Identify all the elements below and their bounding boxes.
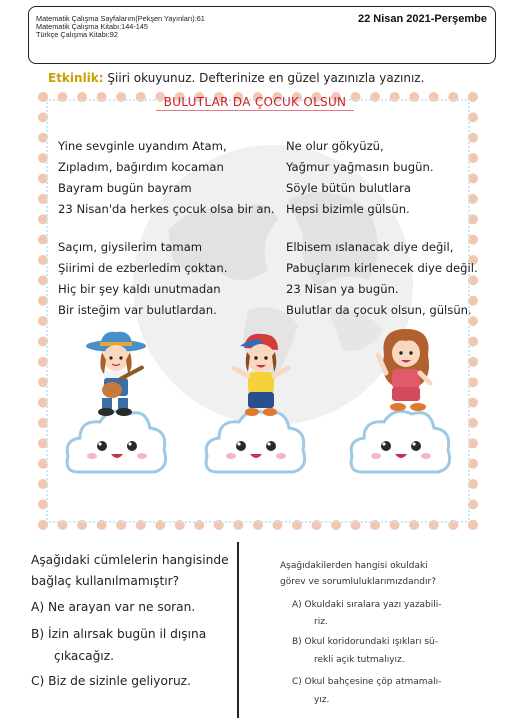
right-option-b[interactable]: B) Okul koridorundaki ışıkları sü- (292, 637, 438, 647)
poem-line: Pabuçlarım kirlenecek diye değil. (286, 261, 478, 275)
poem-line: Bulutlar da çocuk olsun, gülsün. (286, 303, 472, 317)
poem-line: Bir isteğim var bulutlardan. (58, 303, 217, 317)
poem-line: Saçım, giysilerim tamam (58, 240, 203, 254)
poem-stanza-3 (58, 237, 227, 321)
poem-stanza-2 (286, 136, 434, 220)
poem-line: Hiç bir şey kaldı unutmadan (58, 282, 221, 296)
right-option-c[interactable]: C) Okul bahçesine çöp atmamalı- (292, 677, 442, 687)
girl-clapping-image (370, 325, 442, 417)
poem-line: Ne olur gökyüzü, (286, 139, 384, 153)
header-date: 22 Nisan 2021-Perşembe (357, 13, 487, 25)
poem-line: Bayram bugün bayram (58, 181, 192, 195)
header-box (28, 6, 496, 64)
right-option-a[interactable]: A) Okuldaki sıralara yazı yazabili- (292, 600, 442, 610)
poem-line: Elbisem ıslanacak diye değil, (286, 240, 454, 254)
right-question-prompt-line-1: Aşağıdakilerden hangisi okuldaki (280, 561, 428, 571)
child-with-cap-image (226, 330, 296, 420)
poem-title: BULUTLAR DA ÇOCUK OLSUN (163, 95, 347, 109)
left-question-prompt-line-2: bağlaç kullanılmamıştır? (31, 574, 180, 588)
poem-title-underline (156, 110, 354, 111)
right-option-a-continued: riz. (314, 617, 328, 627)
right-option-c-continued: yız. (314, 695, 330, 705)
right-option-b-continued: rekli açık tutmalıyız. (314, 655, 405, 665)
activity-instruction (48, 71, 424, 85)
poem-line: Hepsi bizimle gülsün. (286, 202, 410, 216)
left-option-c[interactable]: C) Biz de sizinle geliyoruz. (31, 674, 191, 688)
left-question-prompt-line-1: Aşağıdaki cümlelerin hangisinde (31, 553, 229, 567)
girl-with-guitar-image (82, 330, 154, 416)
right-question-prompt-line-2: görev ve sorumluluklarımızdandır? (280, 577, 436, 587)
left-option-a[interactable]: A) Ne arayan var ne soran. (31, 600, 196, 614)
poem-stanza-1 (58, 136, 274, 220)
left-option-b-continued: çıkacağız. (54, 649, 114, 663)
poem-line: Zıpladım, bağırdım kocaman (58, 160, 224, 174)
poem-stanza-4 (286, 237, 478, 321)
poem-line: 23 Nisan'da herkes çocuk olsa bir an. (58, 202, 275, 216)
activity-text: Şiiri okuyunuz. Defterinize en güzel yazınızla yazınız. (107, 71, 425, 85)
header-line-1: Matematik Çalışma Sayfalarım(Pekşen Yayınları):61 (36, 14, 205, 23)
activity-label: Etkinlik: (48, 71, 104, 85)
poem-line: 23 Nisan ya bugün. (286, 282, 399, 296)
left-option-b[interactable]: B) İzin alırsak bugün il dışına (31, 627, 207, 641)
header-line-3: Türkçe Çalışma Kitabı:92 (36, 30, 118, 39)
poem-line: Yağmur yağmasın bugün. (286, 160, 434, 174)
poem-line: Söyle bütün bulutlara (286, 181, 412, 195)
header-line-2: Matematik Çalışma Kitabı:144-145 (36, 22, 148, 31)
poem-line: Şiirimi de ezberledim çoktan. (58, 261, 228, 275)
poem-line: Yine sevginle uyandım Atam, (58, 139, 227, 153)
column-divider (237, 542, 239, 718)
